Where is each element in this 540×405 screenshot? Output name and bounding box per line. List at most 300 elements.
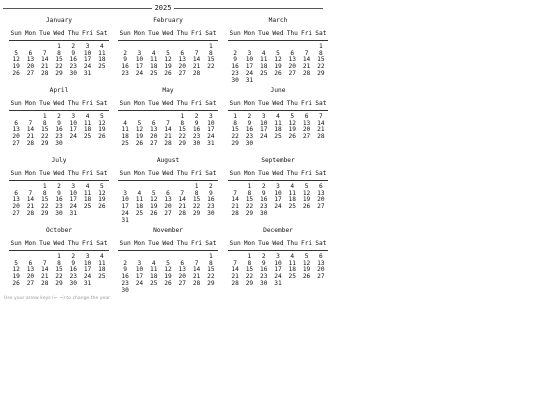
- day-cell[interactable]: 26: [98, 203, 106, 211]
- day-cell[interactable]: 31: [83, 279, 92, 287]
- day-cell[interactable]: 2: [71, 252, 76, 260]
- day-cell[interactable]: 30: [231, 76, 239, 84]
- day-cell[interactable]: 21: [231, 203, 239, 211]
- day-cell[interactable]: 13: [302, 119, 311, 127]
- day-cell[interactable]: 5: [99, 112, 104, 120]
- day-cell[interactable]: 19: [302, 266, 311, 274]
- day-cell[interactable]: 2: [261, 252, 266, 260]
- day-cell[interactable]: 18: [288, 196, 296, 204]
- day-cell[interactable]: 3: [137, 259, 142, 267]
- day-cell[interactable]: 5: [304, 252, 309, 260]
- day-cell[interactable]: 11: [121, 126, 129, 134]
- day-cell[interactable]: 15: [207, 56, 215, 64]
- day-cell[interactable]: 12: [288, 119, 296, 127]
- day-cell[interactable]: 9: [71, 259, 76, 267]
- day-cell[interactable]: 21: [26, 203, 35, 211]
- day-cell[interactable]: 9: [261, 259, 266, 267]
- day-cell[interactable]: 19: [12, 273, 20, 281]
- day-cell[interactable]: 5: [151, 189, 156, 197]
- day-cell[interactable]: 8: [57, 259, 61, 267]
- day-cell[interactable]: 25: [288, 273, 296, 281]
- day-cell[interactable]: 7: [42, 49, 47, 57]
- day-cell[interactable]: 11: [288, 259, 296, 267]
- day-cell[interactable]: 14: [40, 56, 49, 64]
- day-cell[interactable]: 9: [71, 49, 76, 57]
- day-cell[interactable]: 27: [149, 139, 158, 147]
- day-cell[interactable]: 10: [83, 259, 92, 267]
- day-cell[interactable]: 20: [178, 273, 186, 281]
- day-cell[interactable]: 4: [290, 252, 295, 260]
- day-cell[interactable]: 21: [317, 126, 325, 134]
- day-cell[interactable]: 1: [57, 252, 61, 260]
- day-cell[interactable]: 12: [12, 266, 20, 274]
- day-cell[interactable]: 6: [180, 259, 185, 267]
- day-cell[interactable]: 11: [288, 189, 296, 197]
- day-cell[interactable]: 22: [207, 273, 215, 281]
- day-cell[interactable]: 16: [259, 196, 268, 204]
- day-cell[interactable]: 15: [55, 56, 63, 64]
- day-cell[interactable]: 9: [261, 189, 266, 197]
- day-cell[interactable]: 10: [274, 189, 282, 197]
- day-cell[interactable]: 5: [166, 49, 170, 57]
- day-cell[interactable]: 25: [149, 279, 158, 287]
- day-cell[interactable]: 24: [69, 133, 77, 141]
- day-cell[interactable]: 1: [208, 42, 213, 50]
- day-cell[interactable]: 26: [302, 203, 311, 211]
- day-cell[interactable]: 20: [164, 203, 172, 211]
- day-cell[interactable]: 6: [318, 182, 323, 190]
- day-cell[interactable]: 10: [121, 196, 129, 204]
- day-cell[interactable]: 18: [83, 126, 92, 134]
- day-cell[interactable]: 26: [164, 279, 172, 287]
- day-cell[interactable]: 5: [99, 182, 104, 190]
- day-cell[interactable]: 9: [208, 189, 213, 197]
- day-cell[interactable]: 21: [26, 133, 35, 141]
- day-cell[interactable]: 28: [26, 209, 35, 217]
- day-cell[interactable]: 5: [304, 182, 309, 190]
- day-cell[interactable]: 7: [166, 119, 170, 127]
- day-cell[interactable]: 28: [40, 69, 49, 77]
- day-cell[interactable]: 13: [149, 126, 158, 134]
- day-cell[interactable]: 30: [259, 209, 268, 217]
- day-cell[interactable]: 21: [231, 273, 239, 281]
- day-cell[interactable]: 26: [288, 133, 296, 141]
- day-cell[interactable]: 21: [178, 203, 186, 211]
- day-cell[interactable]: 16: [231, 63, 239, 71]
- day-cell[interactable]: 2: [247, 112, 252, 120]
- day-cell[interactable]: 23: [69, 273, 77, 281]
- day-cell[interactable]: 18: [121, 133, 129, 141]
- day-cell[interactable]: 3: [85, 42, 90, 50]
- day-cell[interactable]: 25: [121, 139, 129, 147]
- day-cell[interactable]: 24: [69, 203, 77, 211]
- day-cell[interactable]: 16: [259, 266, 268, 274]
- day-cell[interactable]: 2: [57, 112, 61, 120]
- day-cell[interactable]: 6: [14, 189, 18, 197]
- day-cell[interactable]: 25: [259, 69, 268, 77]
- day-cell[interactable]: 5: [14, 49, 18, 57]
- day-cell[interactable]: 19: [164, 63, 172, 71]
- day-cell[interactable]: 29: [55, 279, 63, 287]
- day-cell[interactable]: 17: [274, 196, 282, 204]
- day-cell[interactable]: 26: [98, 133, 106, 141]
- day-cell[interactable]: 22: [178, 133, 186, 141]
- day-cell[interactable]: 16: [121, 273, 129, 281]
- day-cell[interactable]: 11: [83, 119, 92, 127]
- day-cell[interactable]: 13: [288, 56, 296, 64]
- day-cell[interactable]: 1: [180, 112, 185, 120]
- day-cell[interactable]: 1: [318, 42, 323, 50]
- day-cell[interactable]: 5: [137, 119, 142, 127]
- day-cell[interactable]: 3: [208, 112, 213, 120]
- day-cell[interactable]: 11: [274, 119, 282, 127]
- day-cell[interactable]: 23: [231, 69, 239, 77]
- day-cell[interactable]: 22: [245, 203, 254, 211]
- day-cell[interactable]: 14: [231, 266, 239, 274]
- day-cell[interactable]: 31: [83, 69, 92, 77]
- day-cell[interactable]: 30: [207, 209, 215, 217]
- day-cell[interactable]: 12: [302, 189, 311, 197]
- day-cell[interactable]: 25: [135, 209, 144, 217]
- day-cell[interactable]: 2: [57, 182, 61, 190]
- day-cell[interactable]: 27: [317, 273, 325, 281]
- day-cell[interactable]: 3: [85, 252, 90, 260]
- day-cell[interactable]: 30: [69, 279, 77, 287]
- day-cell[interactable]: 8: [180, 119, 185, 127]
- day-cell[interactable]: 2: [71, 42, 76, 50]
- day-cell[interactable]: 28: [317, 133, 325, 141]
- day-cell[interactable]: 19: [98, 126, 106, 134]
- day-cell[interactable]: 13: [164, 196, 172, 204]
- day-cell[interactable]: 27: [178, 279, 186, 287]
- day-cell[interactable]: 25: [149, 69, 158, 77]
- day-cell[interactable]: 9: [247, 119, 252, 127]
- day-cell[interactable]: 11: [83, 189, 92, 197]
- day-cell[interactable]: 4: [276, 112, 280, 120]
- day-cell[interactable]: 17: [259, 126, 268, 134]
- day-cell[interactable]: 18: [98, 266, 106, 274]
- day-cell[interactable]: 2: [123, 49, 127, 57]
- day-cell[interactable]: 10: [135, 266, 144, 274]
- day-cell[interactable]: 27: [26, 279, 35, 287]
- day-cell[interactable]: 18: [98, 56, 106, 64]
- day-cell[interactable]: 28: [192, 69, 201, 77]
- day-cell[interactable]: 30: [69, 69, 77, 77]
- day-cell[interactable]: 14: [231, 196, 239, 204]
- day-cell[interactable]: 26: [12, 279, 20, 287]
- day-cell[interactable]: 31: [245, 76, 254, 84]
- day-cell[interactable]: 6: [290, 49, 295, 57]
- day-cell[interactable]: 14: [317, 119, 325, 127]
- day-cell[interactable]: 20: [288, 63, 296, 71]
- day-cell[interactable]: 23: [69, 63, 77, 71]
- day-cell[interactable]: 11: [259, 56, 268, 64]
- day-cell[interactable]: 29: [192, 209, 201, 217]
- day-cell[interactable]: 13: [12, 196, 20, 204]
- day-cell[interactable]: 27: [302, 133, 311, 141]
- day-cell[interactable]: 10: [135, 56, 144, 64]
- day-cell[interactable]: 1: [233, 112, 237, 120]
- day-cell[interactable]: 2: [261, 182, 266, 190]
- day-cell[interactable]: 22: [245, 273, 254, 281]
- day-cell[interactable]: 1: [247, 252, 252, 260]
- day-cell[interactable]: 26: [135, 139, 144, 147]
- day-cell[interactable]: 6: [180, 49, 185, 57]
- day-cell[interactable]: 16: [192, 126, 201, 134]
- day-cell[interactable]: 21: [192, 63, 201, 71]
- day-cell[interactable]: 28: [231, 209, 239, 217]
- day-cell[interactable]: 25: [83, 203, 92, 211]
- day-cell[interactable]: 20: [12, 133, 20, 141]
- day-cell[interactable]: 4: [151, 259, 156, 267]
- day-cell[interactable]: 17: [135, 63, 144, 71]
- day-cell[interactable]: 12: [274, 56, 282, 64]
- day-cell[interactable]: 14: [178, 196, 186, 204]
- day-cell[interactable]: 15: [245, 196, 254, 204]
- day-cell[interactable]: 4: [99, 42, 104, 50]
- day-cell[interactable]: 4: [85, 182, 90, 190]
- day-cell[interactable]: 31: [121, 216, 129, 224]
- day-cell[interactable]: 13: [317, 189, 325, 197]
- day-cell[interactable]: 23: [207, 203, 215, 211]
- day-cell[interactable]: 6: [28, 259, 33, 267]
- day-cell[interactable]: 29: [245, 279, 254, 287]
- day-cell[interactable]: 13: [12, 126, 20, 134]
- day-cell[interactable]: 18: [149, 63, 158, 71]
- day-cell[interactable]: 19: [135, 133, 144, 141]
- day-cell[interactable]: 13: [178, 266, 186, 274]
- day-cell[interactable]: 24: [135, 69, 144, 77]
- day-cell[interactable]: 15: [317, 56, 325, 64]
- day-cell[interactable]: 20: [26, 63, 35, 71]
- day-cell[interactable]: 25: [288, 203, 296, 211]
- day-cell[interactable]: 12: [164, 56, 172, 64]
- day-cell[interactable]: 17: [83, 56, 92, 64]
- day-cell[interactable]: 30: [55, 139, 63, 147]
- day-cell[interactable]: 11: [149, 56, 158, 64]
- day-cell[interactable]: 22: [317, 63, 325, 71]
- day-cell[interactable]: 23: [121, 69, 129, 77]
- day-cell[interactable]: 25: [274, 133, 282, 141]
- day-cell[interactable]: 23: [259, 203, 268, 211]
- day-cell[interactable]: 29: [207, 279, 215, 287]
- day-cell[interactable]: 29: [231, 139, 239, 147]
- day-cell[interactable]: 18: [83, 196, 92, 204]
- day-cell[interactable]: 4: [261, 49, 266, 57]
- day-cell[interactable]: 13: [26, 56, 35, 64]
- day-cell[interactable]: 2: [194, 112, 199, 120]
- day-cell[interactable]: 22: [231, 133, 239, 141]
- day-cell[interactable]: 24: [83, 273, 92, 281]
- day-cell[interactable]: 13: [317, 259, 325, 267]
- day-cell[interactable]: 25: [83, 133, 92, 141]
- day-cell[interactable]: 18: [288, 266, 296, 274]
- day-cell[interactable]: 7: [318, 112, 323, 120]
- day-cell[interactable]: 10: [69, 189, 77, 197]
- day-cell[interactable]: 29: [40, 209, 49, 217]
- day-cell[interactable]: 17: [135, 273, 144, 281]
- day-cell[interactable]: 28: [231, 279, 239, 287]
- day-cell[interactable]: 17: [245, 63, 254, 71]
- day-cell[interactable]: 7: [233, 259, 237, 267]
- day-cell[interactable]: 29: [40, 139, 49, 147]
- day-cell[interactable]: 7: [180, 189, 185, 197]
- day-cell[interactable]: 11: [98, 259, 106, 267]
- day-cell[interactable]: 14: [164, 126, 172, 134]
- day-cell[interactable]: 8: [318, 49, 323, 57]
- day-cell[interactable]: 26: [274, 69, 282, 77]
- day-cell[interactable]: 17: [83, 266, 92, 274]
- day-cell[interactable]: 17: [121, 203, 129, 211]
- day-cell[interactable]: 22: [40, 133, 49, 141]
- day-cell[interactable]: 28: [178, 209, 186, 217]
- day-cell[interactable]: 29: [55, 69, 63, 77]
- day-cell[interactable]: 4: [151, 49, 156, 57]
- day-cell[interactable]: 30: [121, 286, 129, 294]
- day-cell[interactable]: 3: [276, 252, 280, 260]
- day-cell[interactable]: 20: [178, 63, 186, 71]
- day-cell[interactable]: 10: [69, 119, 77, 127]
- day-cell[interactable]: 8: [233, 119, 237, 127]
- day-cell[interactable]: 14: [40, 266, 49, 274]
- day-cell[interactable]: 20: [302, 126, 311, 134]
- day-cell[interactable]: 14: [302, 56, 311, 64]
- day-cell[interactable]: 31: [207, 139, 215, 147]
- day-cell[interactable]: 16: [121, 63, 129, 71]
- day-cell[interactable]: 11: [149, 266, 158, 274]
- day-cell[interactable]: 16: [55, 126, 63, 134]
- day-cell[interactable]: 17: [69, 126, 77, 134]
- day-cell[interactable]: 16: [207, 196, 215, 204]
- day-cell[interactable]: 12: [164, 266, 172, 274]
- day-cell[interactable]: 27: [178, 69, 186, 77]
- day-cell[interactable]: 7: [233, 189, 237, 197]
- day-cell[interactable]: 22: [55, 273, 63, 281]
- day-cell[interactable]: 1: [247, 182, 252, 190]
- day-cell[interactable]: 23: [245, 133, 254, 141]
- day-cell[interactable]: 10: [245, 56, 254, 64]
- day-cell[interactable]: 20: [317, 196, 325, 204]
- day-cell[interactable]: 20: [317, 266, 325, 274]
- day-cell[interactable]: 3: [123, 189, 127, 197]
- day-cell[interactable]: 11: [98, 49, 106, 57]
- day-cell[interactable]: 21: [164, 133, 172, 141]
- day-cell[interactable]: 4: [85, 112, 90, 120]
- day-cell[interactable]: 31: [69, 209, 77, 217]
- day-cell[interactable]: 15: [178, 126, 186, 134]
- day-cell[interactable]: 6: [28, 49, 33, 57]
- day-cell[interactable]: 19: [98, 196, 106, 204]
- day-cell[interactable]: 19: [12, 63, 20, 71]
- day-cell[interactable]: 18: [274, 126, 282, 134]
- day-cell[interactable]: 6: [14, 119, 18, 127]
- day-cell[interactable]: 5: [166, 259, 170, 267]
- day-cell[interactable]: 17: [274, 266, 282, 274]
- day-cell[interactable]: 27: [164, 209, 172, 217]
- day-cell[interactable]: 1: [57, 42, 61, 50]
- day-cell[interactable]: 18: [135, 203, 144, 211]
- day-cell[interactable]: 28: [40, 279, 49, 287]
- day-cell[interactable]: 14: [192, 266, 201, 274]
- day-cell[interactable]: 16: [69, 266, 77, 274]
- day-cell[interactable]: 15: [55, 266, 63, 274]
- day-cell[interactable]: 25: [98, 63, 106, 71]
- day-cell[interactable]: 9: [194, 119, 199, 127]
- day-cell[interactable]: 25: [98, 273, 106, 281]
- day-cell[interactable]: 30: [245, 139, 254, 147]
- day-cell[interactable]: 26: [12, 69, 20, 77]
- day-cell[interactable]: 15: [231, 126, 239, 134]
- day-cell[interactable]: 12: [302, 259, 311, 267]
- day-cell[interactable]: 21: [302, 63, 311, 71]
- day-cell[interactable]: 7: [194, 49, 199, 57]
- day-cell[interactable]: 1: [208, 252, 213, 260]
- day-cell[interactable]: 4: [137, 189, 142, 197]
- day-cell[interactable]: 3: [247, 49, 252, 57]
- day-cell[interactable]: 17: [207, 126, 215, 134]
- day-cell[interactable]: 24: [274, 273, 282, 281]
- day-cell[interactable]: 4: [290, 182, 295, 190]
- day-cell[interactable]: 3: [137, 49, 142, 57]
- day-cell[interactable]: 9: [123, 266, 127, 274]
- day-cell[interactable]: 10: [274, 259, 282, 267]
- day-cell[interactable]: 19: [288, 126, 296, 134]
- day-cell[interactable]: 30: [192, 139, 201, 147]
- day-cell[interactable]: 5: [14, 259, 18, 267]
- day-cell[interactable]: 2: [233, 49, 237, 57]
- day-cell[interactable]: 10: [259, 119, 268, 127]
- day-cell[interactable]: 21: [192, 273, 201, 281]
- day-cell[interactable]: 2: [123, 259, 127, 267]
- day-cell[interactable]: 10: [207, 119, 215, 127]
- day-cell[interactable]: 22: [207, 63, 215, 71]
- day-cell[interactable]: 19: [164, 273, 172, 281]
- day-cell[interactable]: 7: [194, 259, 199, 267]
- day-cell[interactable]: 12: [98, 189, 106, 197]
- day-cell[interactable]: 26: [149, 209, 158, 217]
- day-cell[interactable]: 8: [42, 119, 47, 127]
- day-cell[interactable]: 15: [40, 126, 49, 134]
- day-cell[interactable]: 21: [40, 273, 49, 281]
- day-cell[interactable]: 27: [288, 69, 296, 77]
- day-cell[interactable]: 8: [57, 49, 61, 57]
- day-cell[interactable]: 16: [55, 196, 63, 204]
- day-cell[interactable]: 23: [192, 133, 201, 141]
- day-cell[interactable]: 21: [40, 63, 49, 71]
- day-cell[interactable]: 12: [149, 196, 158, 204]
- day-cell[interactable]: 31: [274, 279, 282, 287]
- day-cell[interactable]: 13: [26, 266, 35, 274]
- day-cell[interactable]: 14: [26, 126, 35, 134]
- day-cell[interactable]: 1: [42, 112, 47, 120]
- day-cell[interactable]: 8: [208, 259, 213, 267]
- day-cell[interactable]: 5: [276, 49, 280, 57]
- day-cell[interactable]: 16: [69, 56, 77, 64]
- day-cell[interactable]: 11: [135, 196, 144, 204]
- day-cell[interactable]: 26: [164, 69, 172, 77]
- day-cell[interactable]: 27: [26, 69, 35, 77]
- day-cell[interactable]: 20: [12, 203, 20, 211]
- day-cell[interactable]: 16: [245, 126, 254, 134]
- day-cell[interactable]: 3: [261, 112, 266, 120]
- day-cell[interactable]: 22: [192, 203, 201, 211]
- day-cell[interactable]: 19: [302, 196, 311, 204]
- day-cell[interactable]: 28: [302, 69, 311, 77]
- day-cell[interactable]: 24: [135, 279, 144, 287]
- day-cell[interactable]: 6: [318, 252, 323, 260]
- day-cell[interactable]: 3: [71, 182, 76, 190]
- day-cell[interactable]: 9: [123, 56, 127, 64]
